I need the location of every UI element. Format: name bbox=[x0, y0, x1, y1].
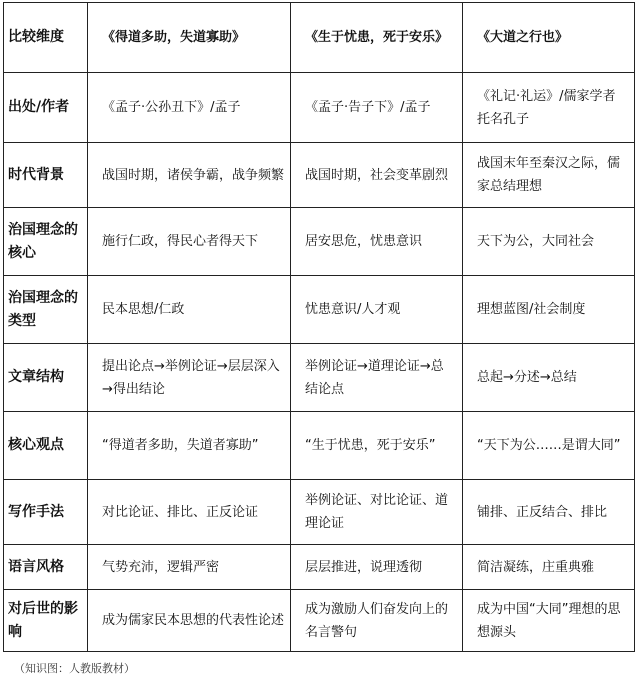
header-col-2: 《生于忧患，死于安乐》 bbox=[291, 3, 463, 73]
row-label: 写作手法 bbox=[4, 480, 88, 545]
table-row bbox=[4, 412, 635, 480]
table-header-row bbox=[4, 3, 635, 73]
table-row bbox=[4, 590, 635, 652]
table-row bbox=[4, 276, 635, 344]
table-cell: 总起→分述→总结 bbox=[463, 344, 635, 412]
header-corner: 比较维度 bbox=[4, 3, 88, 73]
table-cell: 《孟子·告子下》/孟子 bbox=[291, 73, 463, 143]
table-row bbox=[4, 545, 635, 590]
row-label: 语言风格 bbox=[4, 545, 88, 590]
table-cell: 提出论点→举例论证→层层深入→得出结论 bbox=[88, 344, 291, 412]
row-label: 核心观点 bbox=[4, 412, 88, 480]
header-col-3: 《大道之行也》 bbox=[463, 3, 635, 73]
table-cell: 举例论证→道理论证→总结论点 bbox=[291, 344, 463, 412]
header-col-1: 《得道多助，失道寡助》 bbox=[88, 3, 291, 73]
table-cell: 忧患意识/人才观 bbox=[291, 276, 463, 344]
table-cell: 居安思危，忧患意识 bbox=[291, 208, 463, 276]
table-cell: “生于忧患，死于安乐” bbox=[291, 412, 463, 480]
table-row bbox=[4, 344, 635, 412]
table-cell: 《礼记·礼运》/儒家学者托名孔子 bbox=[463, 73, 635, 143]
table-cell: 天下为公，大同社会 bbox=[463, 208, 635, 276]
table-row bbox=[4, 143, 635, 208]
row-label: 出处/作者 bbox=[4, 73, 88, 143]
table-cell: 成为激励人们奋发向上的名言警句 bbox=[291, 590, 463, 652]
row-label: 对后世的影响 bbox=[4, 590, 88, 652]
row-label: 治国理念的类型 bbox=[4, 276, 88, 344]
table-row bbox=[4, 480, 635, 545]
table-cell: 举例论证、对比论证、道理论证 bbox=[291, 480, 463, 545]
table-cell: “天下为公……是谓大同” bbox=[463, 412, 635, 480]
table-cell: 《孟子·公孙丑下》/孟子 bbox=[88, 73, 291, 143]
table-cell: “得道者多助，失道者寡助” bbox=[88, 412, 291, 480]
table-cell: 对比论证、排比、正反论证 bbox=[88, 480, 291, 545]
table-cell: 战国时期，社会变革剧烈 bbox=[291, 143, 463, 208]
table-cell: 层层推进，说理透彻 bbox=[291, 545, 463, 590]
table-cell: 气势充沛，逻辑严密 bbox=[88, 545, 291, 590]
row-label: 时代背景 bbox=[4, 143, 88, 208]
table-row bbox=[4, 208, 635, 276]
table-cell: 理想蓝图/社会制度 bbox=[463, 276, 635, 344]
table-row bbox=[4, 73, 635, 143]
table-cell: 成为儒家民本思想的代表性论述 bbox=[88, 590, 291, 652]
table-cell: 战国时期，诸侯争霸，战争频繁 bbox=[88, 143, 291, 208]
table-cell: 施行仁政，得民心者得天下 bbox=[88, 208, 291, 276]
table-cell: 简洁凝练，庄重典雅 bbox=[463, 545, 635, 590]
table-cell: 民本思想/仁政 bbox=[88, 276, 291, 344]
table-cell: 战国末年至秦汉之际，儒家总结理想 bbox=[463, 143, 635, 208]
table-cell: 成为中国“大同”理想的思想源头 bbox=[463, 590, 635, 652]
table-cell: 铺排、正反结合、排比 bbox=[463, 480, 635, 545]
row-label: 文章结构 bbox=[4, 344, 88, 412]
comparison-table bbox=[3, 2, 635, 652]
footnote: （知识图：人教版教材） bbox=[14, 662, 135, 675]
row-label: 治国理念的核心 bbox=[4, 208, 88, 276]
